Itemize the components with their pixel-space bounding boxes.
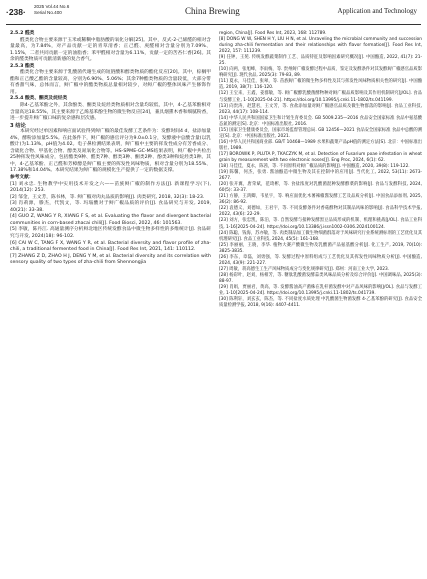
reference-item: region, China[J]. Food Res Int, 2023, 168: 112789. xyxy=(219,31,327,36)
reference-item: [5] 李敏，陈丹江. 高通量测序分析鲟北地区传统发酵食品中微生物多样性的多维统计[J]. 食品研究与开发, 2024(18): 96-102. xyxy=(10,227,211,239)
reference-item: [18] 马佳佳，夏永，陈茜，等. 不同原料对鲟广椒品质的影响[J]. 中国酿造, 2020, 39(8): 119-122. xyxy=(219,164,410,170)
reference-item: [12] 王宝来，王鑫，姜群敏，等. 鲟广椒酵乳酸菌酵物种对鲟广椒品质影响及其作用机制研究[J/OL]. 食品与发酵工业, 1-10[2025-04-21]. https://doi.org/10.13995/j.cnki.11-1802/ts.041199. xyxy=(219,91,422,103)
paragraph: 除4-乙基苯酚之外，其余酚类、酮类及烷烃类物质相对含量均较低，其中，4-乙基苯酚相对含量高达18.55%，其主要来源于乙烯基苯酚生物的微生物反应[24]，兼具烟熏木香和细腻粉香，进一步提升鲟广椒口味的复杂感和层次感。 xyxy=(10,103,211,122)
subsection-heading: 2.5.4 酸类、酮类及烷烃类 xyxy=(10,96,68,102)
reference-item: [30] 陈利轩，刘玄玄，陈杰，等. 不同盐度水质处理 中乳酸菌生物菌发酵 4-乙基苯酚的研究[J]. 食品安全质量检测学报, 2018, 9(16): 4407-4411. xyxy=(219,297,422,309)
paragraph: 本研究经过单因素和响应面试验得到鲟广椒的最佳发酵工艺条件为：发酵时间4 d，盐添加量4%，酵粉添加量5.5%。在此条件下，鲟广椒的感官评分为9.0±0.1分，发酵液中总酸含量(以乳酸计)为1.13%，pH值为4.02。电子鼻检测结果表明，鲟广椒中主要的挥发性成分有芳香成分、含硫化合物、甲基化合物、醇类及氮氧化合物等。HS-SPME-GC-MS结果表明，鲟广椒中共检出25种挥发性风味成分，包括酯类9种、醛类7种、醇类3种、酮类2种、酚类3种和烷烃类1种。其中，4-乙基苯酚、正己醛和芳樟醇是鲟广椒主要的挥发性风味物质，相对含量分别为18.55%、17.38%和14.04%。本研究结果为鲟广椒的规模化生产提供了一定的数据支撑。 xyxy=(10,129,211,174)
references-heading: 参考文献： xyxy=(10,175,34,181)
page-header xyxy=(0,0,427,22)
subsection-heading: 2.5.3 酯类 xyxy=(10,63,35,69)
reference-item: [10] 向两，张旭峰，李雨梅，等. 贵州鲟广椒发酵过程中品质、鉴定及发酵条件对其发酵鲟广椒感官品质影响研究[J]. 现代食品, 2025(3): 79-83, 89. xyxy=(219,67,422,79)
reference-item: [4] GUO Z, WANG Y R, XIANG F S, et al. Evaluating the flavor and divergent bacterial communities in corn-based zhacai chili[J]. Food Biosci, 2022, 46: 101563. xyxy=(10,214,211,226)
reference-item: [23] 刘方，张忠凯，陈泊，等. 自然发酵与接种发酵黑豆品质形成的机制、机理和挑战[J/OL]. 食品工业科技, 1-16[2025-04-24]. https://doi.org/10.13386/j.issn1002-0306.2024100124. xyxy=(219,218,422,230)
reference-item: [21] 方静，王鸿卿，韦星宇，等. 响应面优化木薯辣椒酱发酵工艺及品质分析[J]. 中国食品添加剂, 2025, 36(2): 86-92. xyxy=(219,194,422,206)
reference-item: [8] DONG W W, SHEN H Y, LIU H N, et al. Unraveling the microbial community and succession during zha-chili fermentation and their relationships with flavor formation[J]. Food Res Int, 2022, 157: 111239. xyxy=(219,37,422,55)
right-column xyxy=(219,31,422,309)
reference-item: [27] 周敏，蒋高德生工生产风味物质成分与变化规律研究[J]. 郑州：河南工业大学, 2023. xyxy=(219,266,390,272)
journal-title: China Brewing xyxy=(185,6,240,16)
reference-item: [22] 袁德义，刘德如，王君宇，等. 不同发酵条件对香菇酵物对其制品风味的影响[J]. 食品科学技术学报, 2022, 43(6): 22-29. xyxy=(219,206,422,218)
reference-item: [13] 向贵涛，赵慧君，王文芳，等. 食盐添加量对鲟广椒感官品质及微生物群落的影响[J]. 食品工业科技, 2023, 44(17): 108-114. xyxy=(219,103,422,115)
reference-item: [2] 邹金，王文芳，陈书林，等. 鲟广椒对肉丸品质的影响[J]. 肉类研究, 2018, 32(3): 18-23. xyxy=(10,194,205,200)
reference-item: [11] 夏永，马佳佳，张翠，等. 苗族鲟广椒的微生物多样性及其与挥发性风味物质相关性的研究[J]. 中国酿造, 2019, 38(7): 116-120. xyxy=(219,79,422,91)
reference-item: [20] 张开翼，唐荣斌，范琦彬，等. 食盐浓度对乳酸菌混种发酵酵菜的影响[J]. 食品与发酵科技, 2024, 60(5): 33-37. xyxy=(219,182,422,194)
header-rule xyxy=(6,24,421,25)
reference-item: [19] 陈馨，何杰，张勇. 酱油酿造中微生物及其在控制中的应用[J]. 当代化工, 2022, 53(11): 2673-2677. xyxy=(219,170,422,182)
issue-info xyxy=(34,4,69,16)
reference-item: [26] 李东，章磊，刘勇强，等. 发酵过程中原料组成与工艺优化及其挥发性风味物质分析[J]. 中国酿造, 2024, 43(9): 221-227. xyxy=(219,254,422,266)
section-heading: 3 结论 xyxy=(10,122,26,129)
left-column xyxy=(10,31,211,267)
reference-item: [24] 陈聪，钱海，苏亦敏，等. 肉类制品加工微生物细菌群落对于风味研究行业系统测标剂的工艺优化及其机理研究[J]. 食品工业科技, 2024, 45(5): 161-168. xyxy=(219,230,422,242)
reference-item: [15] 国家卫生健康委员会，国家市场监督管理总局. GB 12456—2021 食品安全国家标准 食品中总酸的测定[S]. 北京：中国标准出版社, 2021. xyxy=(219,127,422,139)
subsection-heading: 2.5.2 醛类 xyxy=(10,31,35,36)
section-title: Application and Technology xyxy=(337,7,417,15)
reference-item: [25] 李丽丽，王晓，李华. 植物大赛产酸微生物及乳酸菌产品氨基酸分析[J]. 化工生产, 2019, 70(10): 3825-3835. xyxy=(219,242,422,254)
reference-item: [29] 肖娟，贾丽君，黄高，等. 发酵酱油高产菌株在乳杆菌发酵中对产品风味的影响[J/OL]. 食品与发酵工业, 1-10[2025-04-24]. https://doi.org/10.13995/j.cnki.11-1802/ts.041739. xyxy=(219,284,422,297)
reference-item: [9] 任钟，王苑. 传统发酵蔬菜制作工艺、品质特征及影响因素研究概况[J]. 中国酿造, 2022, 41(7): 21-25. xyxy=(219,55,422,67)
reference-item: [14] 中华人民共和国国家卫生和计划生育委员会. GB 5009.235—2016 食品安全国家标准 食品中氨基酸态氮的测定[S]. 北京：中国标准出版社, 2016. xyxy=(219,115,422,127)
page-number: ·238· xyxy=(6,7,26,17)
reference-item: [17] BOROWIK P, PLUTA P, TKACZYK M, et al. Detection of Fusarium poae infestation in wheat grain by measurement with two electronic noses[J]. Eng Proc, 2024, 6(1): 62. xyxy=(219,151,422,163)
reference-item: [28] 杨彩叶，赵刘，杨相芳，等. 糖肽乳酸菌发酵蒜类风味品质分析及综合评价[J]. 中国调味品, 2025(3): 88-97. xyxy=(219,272,422,284)
reference-item: [1] 刘永忠. 生物教学中实用技术开发之六——苗族鲟广椒的制作方法[J]. 新课程学习(下), 2014(12): 253. xyxy=(10,181,211,194)
volume-line: 2025 Vol.44 No.6 xyxy=(34,4,70,9)
reference-item: [7] ZHANG Z D, ZHAO H J, DENG Y M, et al. Bacterial diversity and its correlation with sensory quality of two types of zha-chili from Shennongjia xyxy=(10,253,211,266)
paragraph: 酯类化合物主要来源于乳酸菌代谢生成的短链酸和醇类物质的酯化反应[20]。其中，棕榈甲酯和正己酸乙酯的含量较高，分别为6.90%、5.06%；其余7种酯类物质的含量较低，大部分带有香甜气味，总体而言，鲟广椒中的酯类物质总量相对较少，对鲟广椒的整体风味产生修饰作用。 xyxy=(10,70,211,95)
paragraph: 醛类化合物主要来源于玉米或稀糊中脂肪酸的氧化分解[25]。其中，反式-2-己烯醛的相对含量最高，为7.84%，对产品贡献一定的青草清香；正己醛、庚醛相对含量分别为7.09%、1.15%，二者共同贡献一定的油脂香；苯甲醛相对含量为6.11%，贡献一定的苦杏仁香[26]。其余的醛类物质可贡献清新感的复合香气。 xyxy=(10,37,211,63)
reference-item: [3] 肖莉源，滕杰，代凯文，等. 玛瑙酸对于鲟广椒品质的评价[J]. 食品研究与开发, 2019, 40(21): 33-38. xyxy=(10,201,211,213)
reference-item: [6] CAI W C, TANG F X, WANG Y R, et al. Bacterial diversity and flavor profile of zha-chili, a traditional fermented food in China[J]. Food Res Int, 2021, 141: 110112. xyxy=(10,240,211,253)
reference-item: [16] 中华人民共和国商业部. GB/T 10468—1989 水果和蔬菜产品pH值的测定方法[S]. 北京：中国标准出版社, 1989. xyxy=(219,139,422,151)
serial-line: Serial No.400 xyxy=(34,10,62,15)
